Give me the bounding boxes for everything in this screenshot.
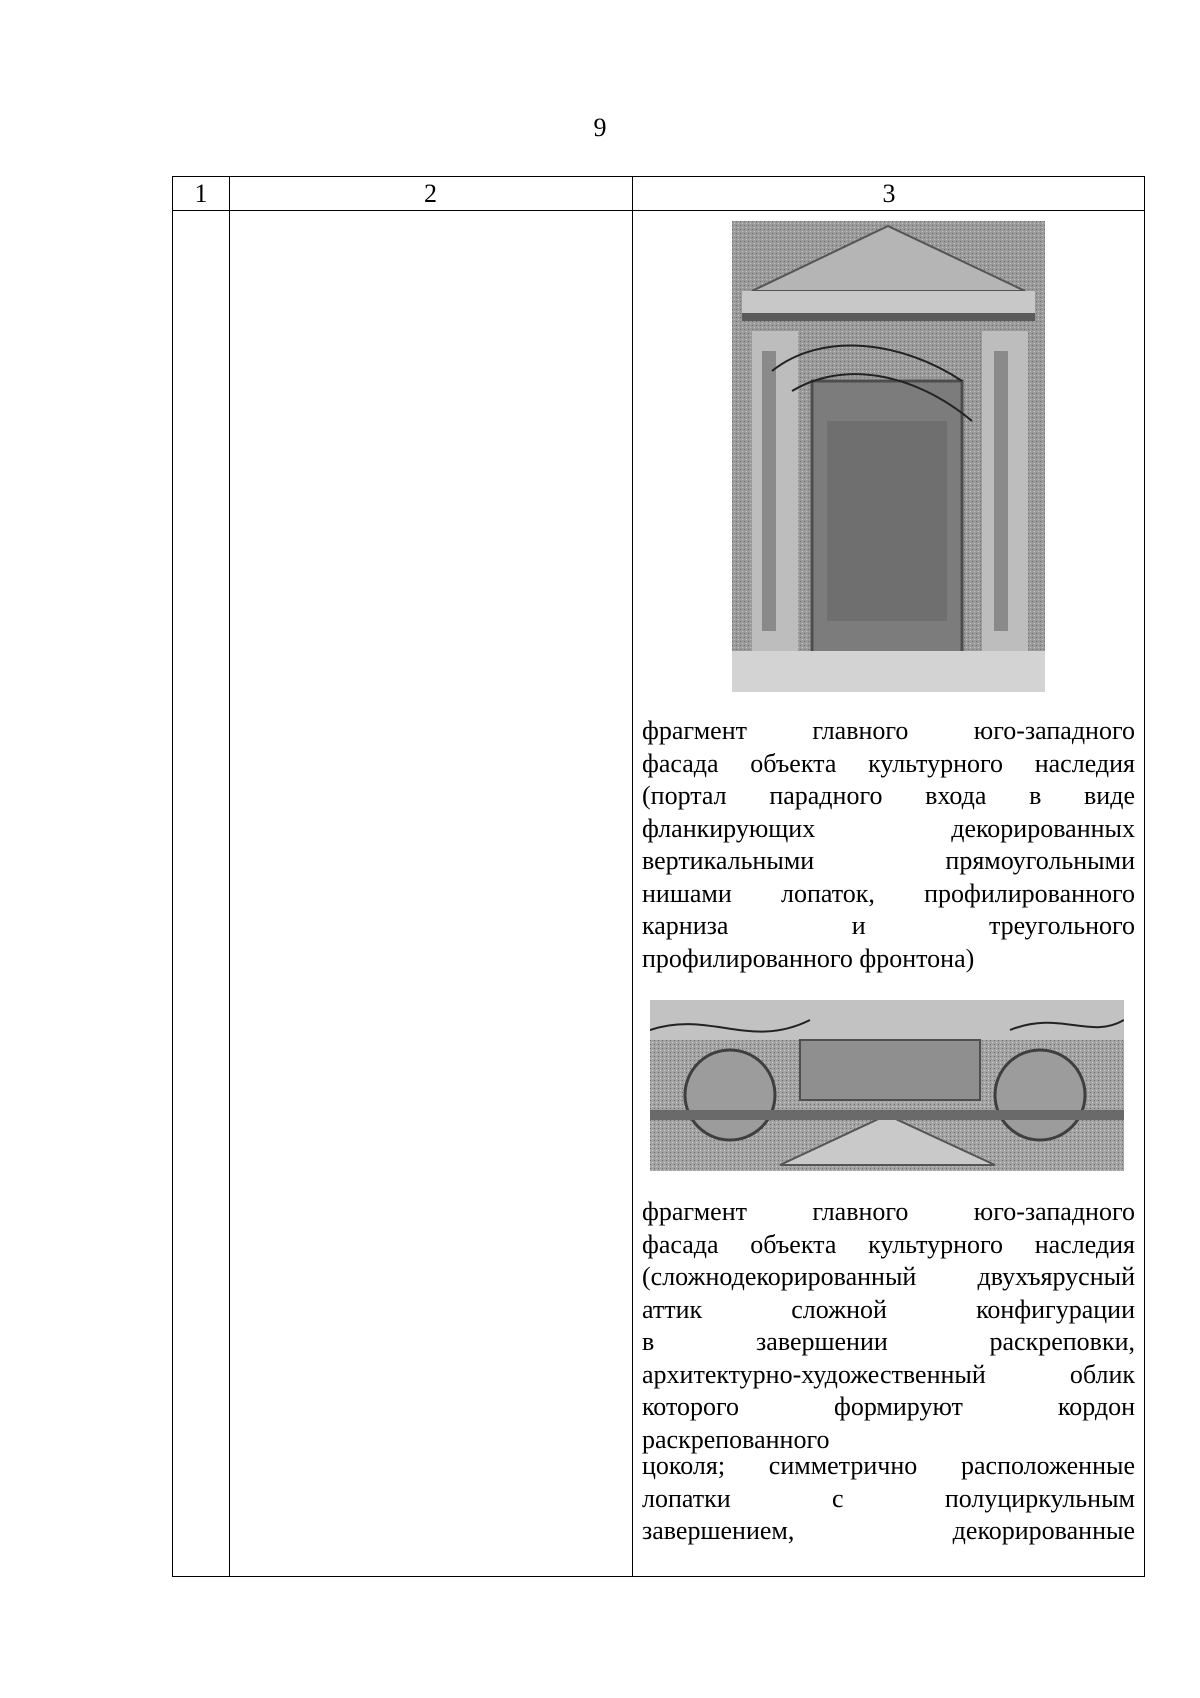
caption-line: фасада объекта культурного наследия [642,1229,1135,1259]
caption-line: фрагмент главного юго-западного [642,716,1135,745]
caption-line: профилированного фронтона) [642,943,975,973]
caption-line: раскрепованного [642,1424,830,1454]
caption-line: карниза и треугольного [642,911,1135,940]
attic-caption [642,1196,1135,1456]
caption-line: (портал парадного входа в виде [642,781,1135,810]
portal-photo [732,221,1045,692]
header-row-divider [173,210,1144,211]
caption-line: которого формируют кордон [642,1392,1135,1421]
portal-caption [642,715,1135,975]
page-number: 9 [593,113,607,142]
attic-photo-illustration [650,1000,1124,1171]
caption-line: нишами лопаток, профилированного [642,878,1135,908]
caption-line: фланкирующих декорированных [642,813,1135,843]
continuation-text [642,1450,1135,1548]
caption-line: вертикальными прямоугольными [642,846,1135,875]
caption-line: в завершении раскреповки, [642,1327,1135,1356]
column-divider-1 [229,177,230,1576]
caption-line: цоколя; симметрично расположенные [642,1451,1135,1480]
caption-line: архитектурно-художественный облик [642,1359,1135,1389]
column-divider-2 [632,177,633,1576]
column-header-1: 1 [194,179,208,208]
caption-line: фрагмент главного юго-западного [642,1197,1135,1226]
caption-line: (сложнодекорированный двухъярусный [642,1262,1135,1291]
caption-line: лопатки с полуциркульным [642,1483,1135,1513]
caption-line: фасада объекта культурного наследия [642,748,1135,778]
attic-photo [650,1000,1124,1171]
caption-line: завершением, декорированные [642,1516,1135,1545]
caption-line: аттик сложной конфигурации [642,1294,1135,1324]
column-header-3: 3 [882,179,896,208]
column-header-2: 2 [424,179,437,208]
portal-photo-illustration [732,221,1045,692]
